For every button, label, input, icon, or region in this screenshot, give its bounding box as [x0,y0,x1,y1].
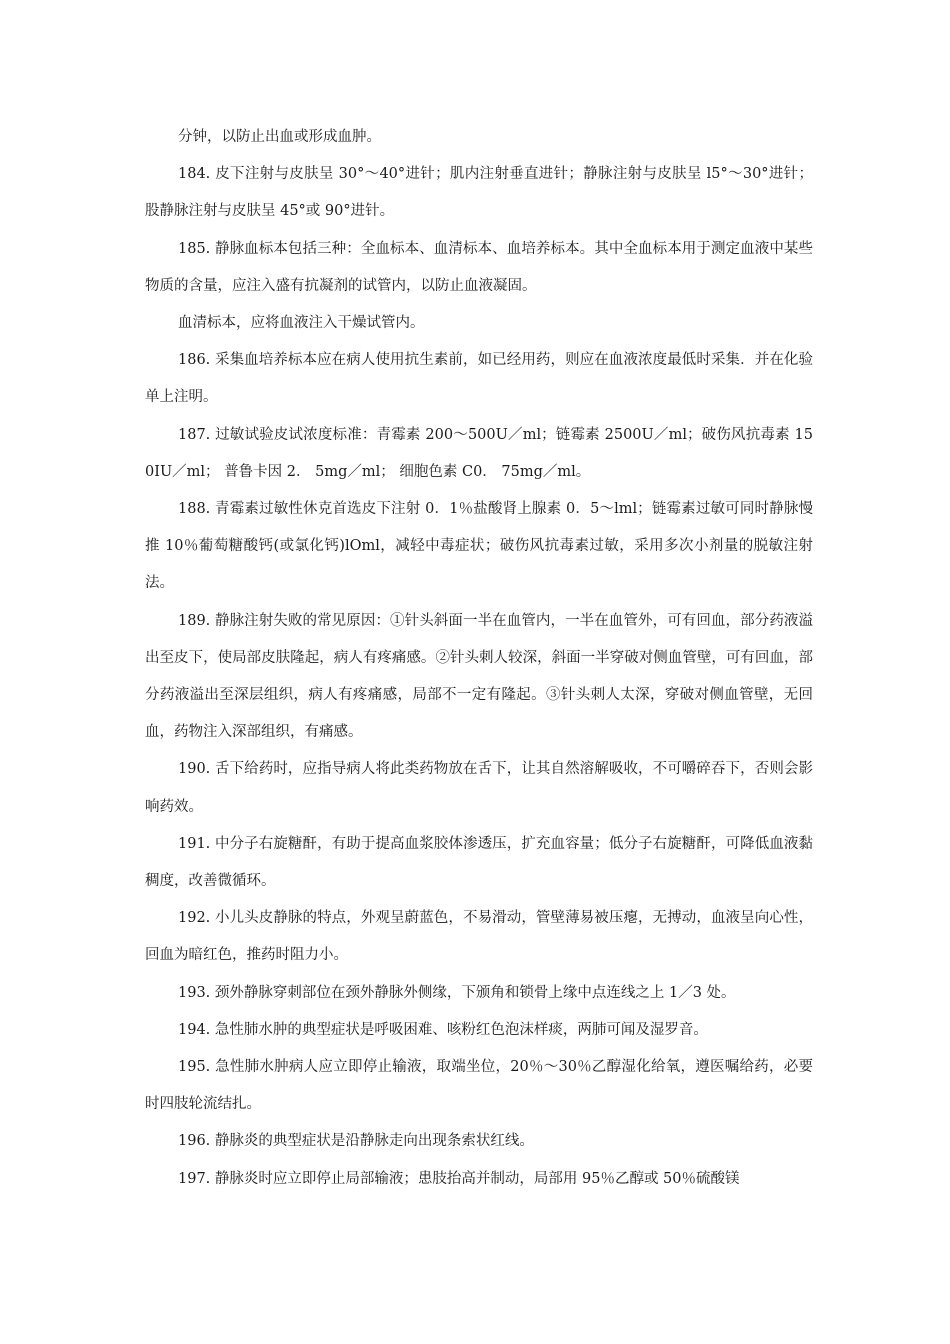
paragraph-184: 184. 皮下注射与皮肤呈 30°～40°进针；肌内注射垂直进针；静脉注射与皮肤呈 l5°～30°进针；股静脉注射与皮肤呈 45°或 90°进针。 [145,166,813,220]
paragraph-186: 186. 采集血培养标本应在病人使用抗生素前，如已经用药，则应在血液浓度最低时采集．并在化验单上注明。 [145,352,813,406]
paragraph-185-serum: 血清标本，应将血液注入干燥试管内。 [178,315,425,332]
paragraph-189: 189. 静脉注射失败的常见原因：①针头斜面一半在血管内，一半在血管外，可有回血，部分药液溢出至皮下，使局部皮肤隆起，病人有疼痛感。②针头刺人较深，斜面一半穿破对侧血管壁，可有回血，部分药液溢出至深层组织，病人有疼痛感，局部不一定有隆起。③针头刺人太深，穿破对侧血管壁，无回血，药物注入深部组织，有痛感。 [145,612,813,741]
paragraph-187: 187. 过敏试验皮试浓度标准：青霉素 200～500U／ml；链霉素 2500U／ml；破伤风抗毒素 150IU／ml； 普鲁卡因 2． 5mg／ml； 细胞色素 C0． 75mg／ml。 [145,426,813,480]
paragraph-188: 188. 青霉素过敏性休克首选皮下注射 0．1％盐酸肾上腺素 0．5～lml；链霉素过敏可同时静脉慢推 10％葡萄糖酸钙(或氯化钙)lOml，减轻中毒症状；破伤风抗毒素过敏，采用多次小剂量的脱敏注射法。 [145,501,813,592]
paragraph-195: 195. 急性肺水肿病人应立即停止输液，取端坐位，20％～30％乙醇湿化给氧，遵医嘱给药，必要时四肢轮流结扎。 [145,1059,813,1113]
paragraph-191: 191. 中分子右旋糖酐，有助于提高血浆胶体渗透压，扩充血容量；低分子右旋糖酐，可降低血液黏稠度，改善微循环。 [145,835,813,890]
paragraph-194: 194. 急性肺水肿的典型症状是呼吸困难、咳粉红色泡沫样痰，两肺可闻及湿罗音。 [178,1021,708,1038]
paragraph-190: 190. 舌下给药时，应指导病人将此类药物放在舌下，让其自然溶解吸收，不可嚼碎吞下，否则会影响药效。 [145,761,813,815]
paragraph-continuation: 分钟，以防止出血或形成血肿。 [178,129,381,145]
document-body [145,119,813,1198]
paragraph-192: 192. 小儿头皮静脉的特点，外观呈蔚蓝色，不易滑动，管壁薄易被压瘪，无搏动，血液呈向心性，回血为暗红色，推药时阻力小。 [145,910,813,964]
paragraph-196: 196. 静脉炎的典型症状是沿静脉走向出现条索状红线。 [178,1133,534,1150]
paragraph-197: 197. 静脉炎时应立即停止局部输液；患肢抬高并制动，局部用 95％乙醇或 50％硫酸镁 [178,1170,740,1187]
paragraph-193: 193. 颈外静脉穿刺部位在颈外静脉外侧缘，下颁角和锁骨上缘中点连线之上 1／3 处。 [178,984,736,1001]
paragraph-185: 185. 静脉血标本包括三种：全血标本、血清标本、血培养标本。其中全血标本用于测定血液中某些物质的含量，应注入盛有抗凝剂的试管内，以防止血液凝固。 [145,240,813,294]
